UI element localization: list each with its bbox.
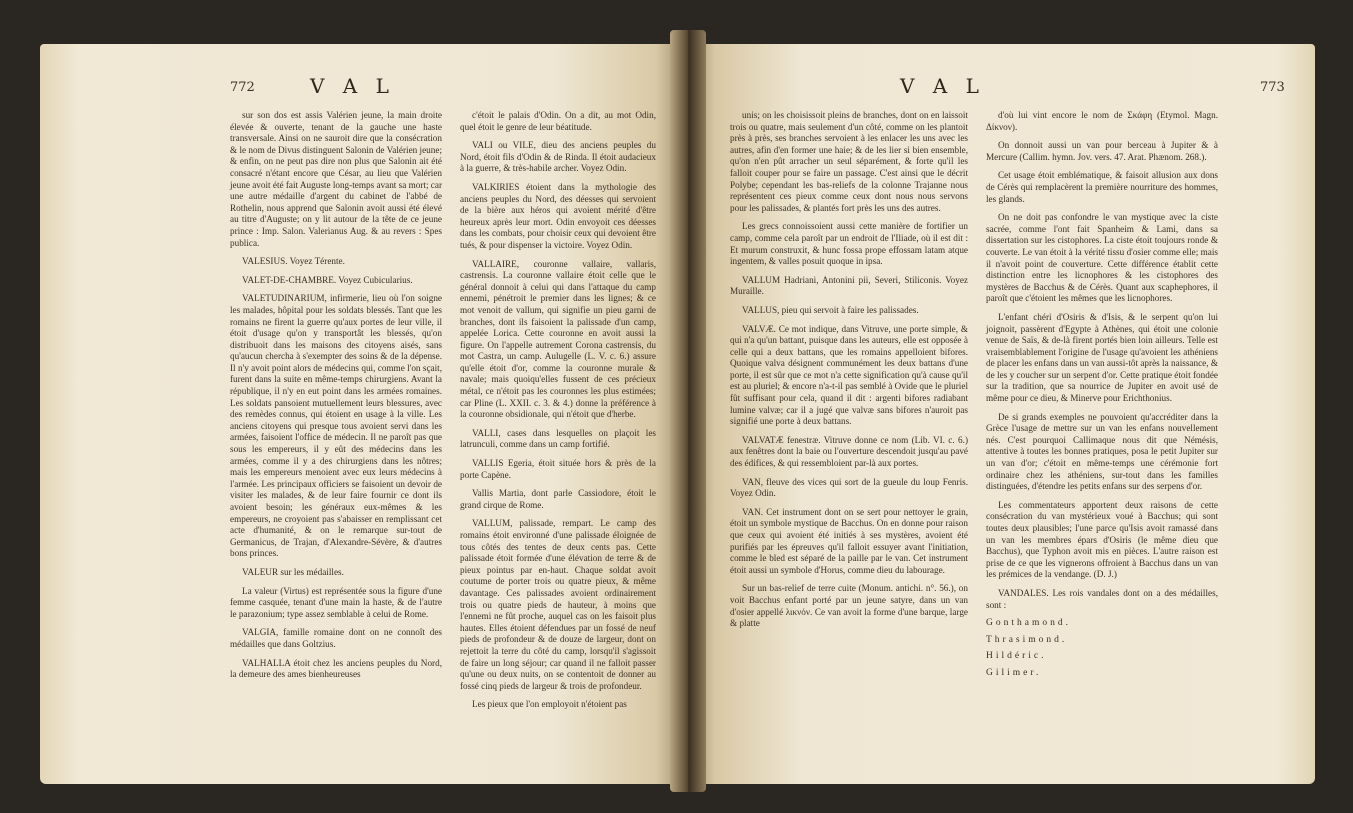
paragraph: Les grecs connoissoient aussi cette manière de fortifier un camp, comme cela paroît par un endroit de l'Iliade, où il est dit : Et murum construxit, & hunc fossa prope effossam latam atque ingentem, & valles posuit quoque in ipsa.: [730, 221, 968, 267]
page-number: 773: [1260, 80, 1285, 95]
paragraph: On donnoit aussi un van pour berceau à Jupiter & à Mercure (Callim. hymn. Jov. vers. 47. Arat. Phænom. 268.).: [986, 140, 1218, 162]
paragraph: VANDALES. Les rois vandales dont on a des médailles, sont :: [986, 587, 1218, 610]
paragraph: On ne doit pas confondre le van mystique avec la ciste sacrée, comme l'ont fait Spanheim & Lami, dans sa dissertation sur les cistophores. La ciste étoit toujours ronde & couverte. Le van étoit à la vérité tissu d'osier comme elle; mais il n'avoit point de couverture. Cette différence établit cette distinction entre les licnophores & les cistophores des mystères de Bacchus & de Cérès. Quant aux scaphephores, il paroît que c'étoient les mêmes que les licnophores.: [986, 212, 1218, 304]
left-page: [40, 44, 682, 784]
running-head: V A L: [310, 74, 395, 98]
paragraph: VALI ou VILE, dieu des anciens peuples du Nord, étoit fils d'Odin & de Rinda. Il étoit audacieux à la guerre, & très-habile archer. Voyez Odin.: [460, 140, 656, 174]
list-item: Gonthamond.: [986, 618, 1071, 629]
list-item: Gilimer.: [986, 667, 1042, 678]
paragraph: Cet usage étoit emblématique, & faisoit allusion aux dons de Cérès qui remplacèrent la première nourriture des hommes, les glands.: [986, 170, 1218, 204]
paragraph: VALKIRIES étoient dans la mythologie des anciens peuples du Nord, des déesses qui servoient de la bière aux héros qui avoient mérité d'être heureux après leur mort. Odin envoyoit ces déesses dans les combats, pour choisir ceux qui devoient être tués, & pour dispenser la victoire. Voyez Odin.: [460, 181, 656, 250]
paragraph: Sur un bas-relief de terre cuite (Monum. antichi. n°. 56.), on voit Bacchus enfant porté par un jeune satyre, dans un van d'osier appellé λικνόν. Ce van avoit la forme d'une barque, large & platte: [730, 583, 968, 629]
paragraph: VALLIS Egeria, étoit située hors & près de la porte Capène.: [460, 458, 656, 480]
open-book: [40, 30, 1315, 792]
paragraph: VALLAIRE, couronne vallaire, vallaris, castrensis. La couronne vallaire étoit celle que le général donnoit à celui qui dans l'attaque du camp ennemi, pénétroit le premier dans les lignes; & ce mot venoit de vallum, qui signifie un pieu garni de branches, dont ils faisoient la palissade d'un camp, appelée Lorica. Cette couronne en avoit aussi la figure. On l'appelle autrement Corona castrensis, du mot Castra, un camp. Aulugelle (L. V. c. 6.) assure qu'elle étoit d'or, comme la couronne murale & navale; mais quoiqu'elles fussent de ces précieux métal, ce n'étoit pas les couronnes les plus estimées; car Pline (L. XXII. c. 3. & 4.) donne la préférence à la couronne obsidionale, qui n'étoit que d'herbe.: [460, 258, 656, 420]
paragraph: VALLUS, pieu qui servoit à faire les palissades.: [742, 304, 919, 315]
text-column: [986, 110, 1218, 685]
paragraph: VALLUM Hadriani, Antonini pii, Severi, Stiliconis. Voyez Muraille.: [730, 274, 968, 297]
paragraph: VALESIUS. Voyez Térente.: [242, 256, 345, 267]
paragraph: VALVATÆ fenestræ. Vitruve donne ce nom (Lib. VI. c. 6.) aux fenêtres dont la baie ou l'ouverture descendoit jusqu'au pavé des édifices, & qui ressembloient par-là aux portes.: [730, 434, 968, 469]
right-page: [690, 44, 1315, 784]
paragraph: VALETUDINARIUM, infirmerie, lieu où l'on soigne les malades, hôpital pour les soldats blessés. Tant que les romains ne firent la guerre qu'aux portes de leur ville, il étoit d'usage qu'on y transportât les blessés, qu'on distribuoit dans les maisons des citoyens aisés, sans qu'aucun chercha à s'exempter des soins & de la dépense. Il n'y avoit point alors de médecins qui, comme l'on sçait, furent dans la suite en même-temps chirurgiens. Avant la république, il n'y en eut point dans les armées romaines. Les soldats pansoient mutuellement leurs blessures, avec des remèdes connus, qui étoient en usage à la ville. Les anciens citoyens qui presque tous avoient servi dans les armées, faisoient l'office de médecin. Il ne paroît pas que sous les empereurs, il y eût des médecins dans les armées, comme il y a des chirurgiens dans les nôtres; mais les empereurs menoient avec eux leurs médecins à l'armée. Les principaux officiers se faisoient un devoir de visiter les malades, & de leur faire fournir ce dont ils avoient besoin; les généraux eux-mêmes & les empereurs, ne croyoient pas s'abaisser en remplissant cet acte d'humanité, & on le remarque sur-tout de Germanicus, de Trajan, d'Alexandre-Sévère, & d'autres bons princes.: [230, 293, 442, 559]
book-gutter: [670, 30, 706, 792]
paragraph: VAN. Cet instrument dont on se sert pour nettoyer le grain, étoit un symbole mystique de Bacchus. On en donne pour raison que ceux qui avoient été initiés à ses mystères, avoient été purifiés par les épreuves qu'il falloit essuyer avant l'initiation, comme le bled est séparé de la paille par le van. Cet instrument étoit aussi un symbole d'Horus, comme dieu du labourage.: [730, 506, 968, 575]
paragraph: La valeur (Virtus) est représentée sous la figure d'une femme casquée, tenant d'une main la haste, & de l'autre le parazonium; type assez semblable à celui de Rome.: [230, 585, 442, 619]
paragraph: De si grands exemples ne pouvoient qu'accréditer dans la Grèce l'usage de mettre sur un van les enfans nouvellement nés. C'est pourquoi Callimaque nous dit que Némésis, attentive à toutes les bonnes pratiques, posa le petit Jupiter sur un van d'or; c'étoit en même-temps une cérémonie fort ordinaire chez les athéniens, sur-tout dans les familles distinguées, d'étendre les petits enfans sur des serpens d'or.: [986, 411, 1218, 492]
paragraph: Les commentateurs apportent deux raisons de cette consécration du van mystérieux voué à Bacchus; qui sont toutes deux plausibles; l'une parce qu'Isis avoit ramassé dans un van les membres épars d'Osiris (le même dieu que Bacchus), que Typhon avoit mis en pièces. L'autre raison est prise de ce que les vignerons offroient à Bacchus dans un van les prémices de la vendange. (D. J.): [986, 499, 1218, 580]
paragraph: VALEUR sur les médailles.: [242, 566, 344, 577]
paragraph: d'où lui vint encore le nom de Σκάφη (Etymol. Magn. Δίκνον).: [986, 110, 1218, 132]
paragraph: VALLI, cases dans lesquelles on plaçoit les latrunculi, comme dans un camp fortifié.: [460, 427, 656, 450]
paragraph: unis; on les choisissoit pleins de branches, dont on en laissoit trois ou quatre, mais seulement d'un côté, comme on les plantoit près à près, ses branches servoient à les enlacer les uns avec les autres, afin d'en former une haie; & de les lier si bien ensemble, qu'on n'en pût arracher un seul séparément, & forte qu'il les falloit couper pour se faire un passage. C'est ainsi que le décrit Polybe; cependant les bas-reliefs de la colonne Trajanne nous représentent ces pieux comme ceux dont nous nous servons pour les palissades, & plantés fort près les uns des autres.: [730, 110, 968, 213]
list-item: Thrasimond.: [986, 634, 1068, 645]
paragraph: L'enfant chéri d'Osiris & d'Isis, & le serpent qu'on lui joignoit, passèrent d'Egypte à Athènes, qui étoit une colonie venue de Saïs, & de-là firent portés bien loin ailleurs. Telle est vraisemblablement l'origine de l'usage qu'avoient les athéniens de placer les enfans dans un van aussi-tôt après la naissance, & de les y coucher sur un serpent d'or. Cette pratique étoit fondée sur la tradition, que sa nourrice de Jupiter en avoit usé de même pour ce dieu, & Minerve pour Erichthonius.: [986, 311, 1218, 404]
paragraph: VALLUM, palissade, rempart. Le camp des romains étoit environné d'une palissade éloignée de tous côtés des tentes de deux cents pas. Cette palissade étoit formée d'une élévation de terre & de pieux pointus par en-haut. Chaque soldat avoit coutume de porter trois ou quatre pieux, & même davantage. Ces palissades avoient ordinairement trois ou quatre pieds de hauteur, à moins que l'ennemi ne fût proche, auquel cas on les faisoit plus hautes. Elles étoient défendues par un fossé de neuf pieds de profondeur & de douze de largeur, dont on rejettoit la terre du côté du camp, lorsqu'il s'agissoit de faire un long séjour; car quand il ne falloit passer qu'une ou deux nuits, on se contentoit de donner au fossé cinq pieds de largeur & trois de profondeur.: [460, 518, 656, 691]
paragraph: VALGIA, famille romaine dont on ne connoît des médailles que dans Goltzius.: [230, 627, 442, 649]
paragraph: VAN, fleuve des vices qui sort de la gueule du loup Fenris. Voyez Odin.: [730, 476, 968, 499]
paragraph: VALHALLA étoit chez les anciens peuples du Nord, la demeure des ames bienheureuses: [230, 657, 442, 680]
paragraph: Les pieux que l'on employoit n'étoient pas: [472, 699, 627, 710]
page-number: 772: [230, 80, 255, 95]
text-column: [460, 110, 656, 718]
running-head: V A L: [900, 74, 985, 98]
paragraph: VALVÆ. Ce mot indique, dans Vitruve, une porte simple, & qui n'a qu'un battant, puisque dans les auteurs, elle est opposée à celle qui a deux battans, que les romains appelloient bifores. Quoique valva désignent communément les deux battans d'une porte, il est sûr que ce mot n'a cette signification qu'à cause qu'il est au pluriel; & encore n'a-t-il pas semblé à Ovide que le pluriel fût suffisant pour cela, quand il dit : argenti bifores radiabant lumine valvæ; car il a jugé que valvæ sans bifores n'auroit pas signifié une porte à deux battans.: [730, 323, 968, 427]
text-column: [230, 110, 442, 688]
text-column: [730, 110, 968, 637]
list-item: Hildéric.: [986, 651, 1047, 662]
paragraph: VALET-DE-CHAMBRE. Voyez Cubicularius.: [242, 274, 413, 285]
paragraph: Vallis Martia, dont parle Cassiodore, étoit le grand cirque de Rome.: [460, 488, 656, 510]
paragraph: c'étoit le palais d'Odin. On a dit, au mot Odin, quel étoit le genre de leur béatitude.: [460, 110, 656, 132]
paragraph: sur son dos est assis Valérien jeune, la main droite élevée & ouverte, tenant de la gauche une haste transversale. Ainsi on ne sauroit dire que la consécration & le nom de Divus distinguent Salonin de Valérien jeune; & enfin, on ne peut pas dire non plus que Salonin ait été consacré n'étant encore que César, au lieu que Valérien jeune avoit été fait Auguste long-temps avant sa mort; car une autre médaille d'argent du cabinet de l'abbé de Rothelin, nous apprend que Salonin avoit aussi été élevé au titre d'Auguste; on y lit autour de la tête de ce jeune prince : Imp. Salon. Valerianus Aug. & au revers : Spes publica.: [230, 110, 443, 248]
